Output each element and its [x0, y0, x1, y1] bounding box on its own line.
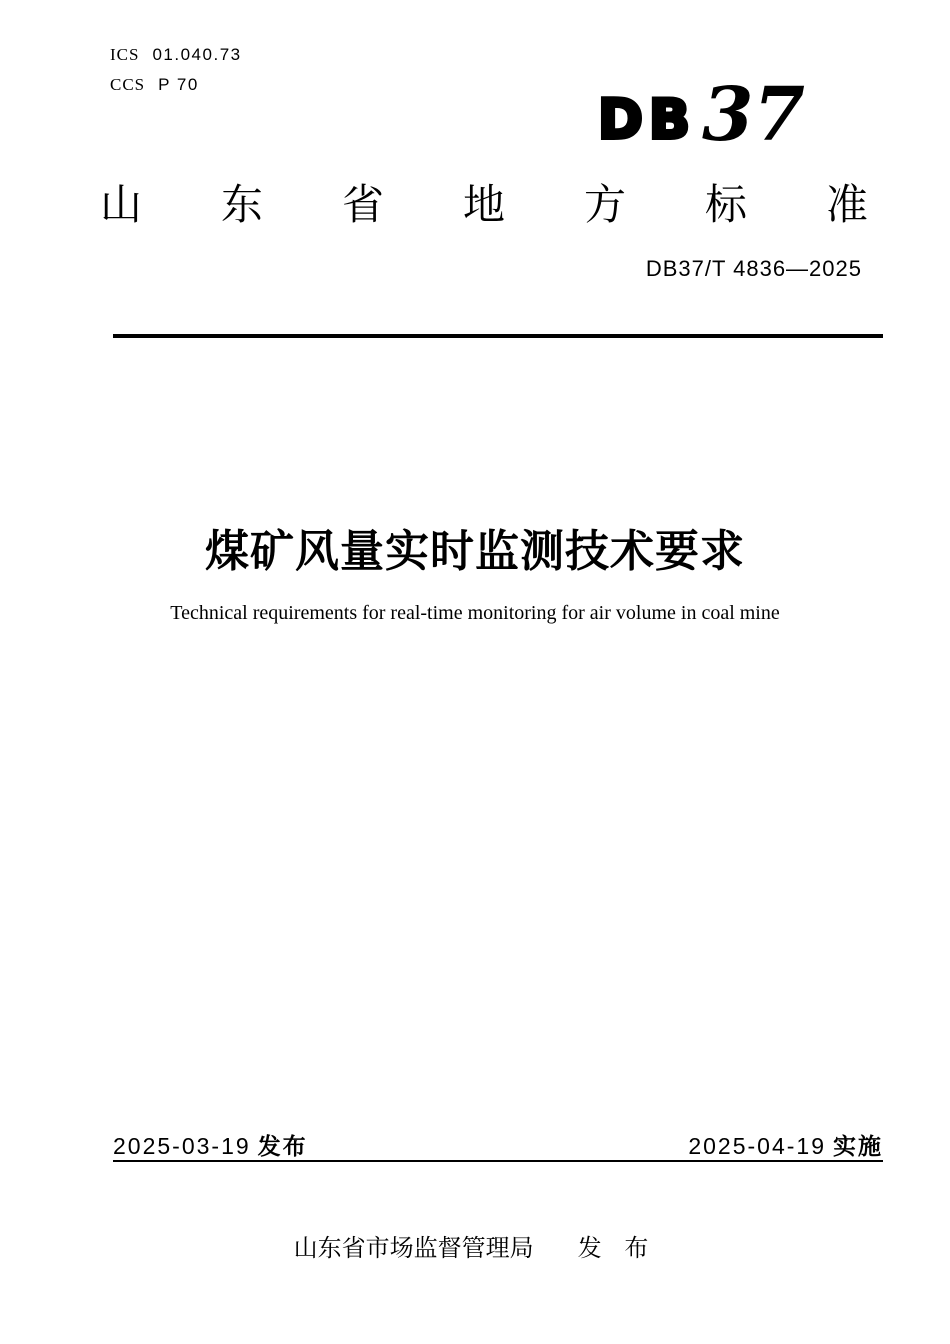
issue-date: [113, 1128, 308, 1161]
db37-logo-number: 37: [702, 72, 805, 158]
footer-rule: [113, 1160, 883, 1162]
ics-label: ICS: [110, 45, 140, 64]
issue-date-label: 发布: [257, 1133, 308, 1159]
document-title-cn: 煤矿风量实时监测技术要求: [205, 527, 745, 576]
ics-row: [110, 40, 242, 70]
date-band: [113, 1128, 883, 1161]
classification-codes: [110, 40, 242, 100]
issue-date-value: 2025-03-19: [113, 1133, 251, 1159]
publisher-label: 发 布: [577, 1235, 657, 1262]
publisher-line: [0, 1228, 950, 1263]
publisher-name: 山东省市场监督管理局: [293, 1235, 534, 1262]
ccs-value: P 70: [158, 75, 199, 94]
effective-date: [688, 1128, 883, 1161]
effective-date-label: 实施: [833, 1133, 883, 1159]
ccs-label: CCS: [110, 75, 146, 94]
effective-date-value: 2025-04-19: [688, 1133, 826, 1159]
document-title-en: Technical requirements for real-time monitoring for air volume in coal mine: [170, 602, 780, 624]
db37-logo-db: DB: [598, 88, 696, 151]
ccs-row: [110, 70, 242, 100]
standard-code: DB37/T 4836—2025: [645, 256, 862, 281]
standard-name: 山东省地方标准: [100, 181, 948, 228]
header-rule: [113, 334, 883, 338]
ics-value: 01.040.73: [152, 45, 242, 64]
